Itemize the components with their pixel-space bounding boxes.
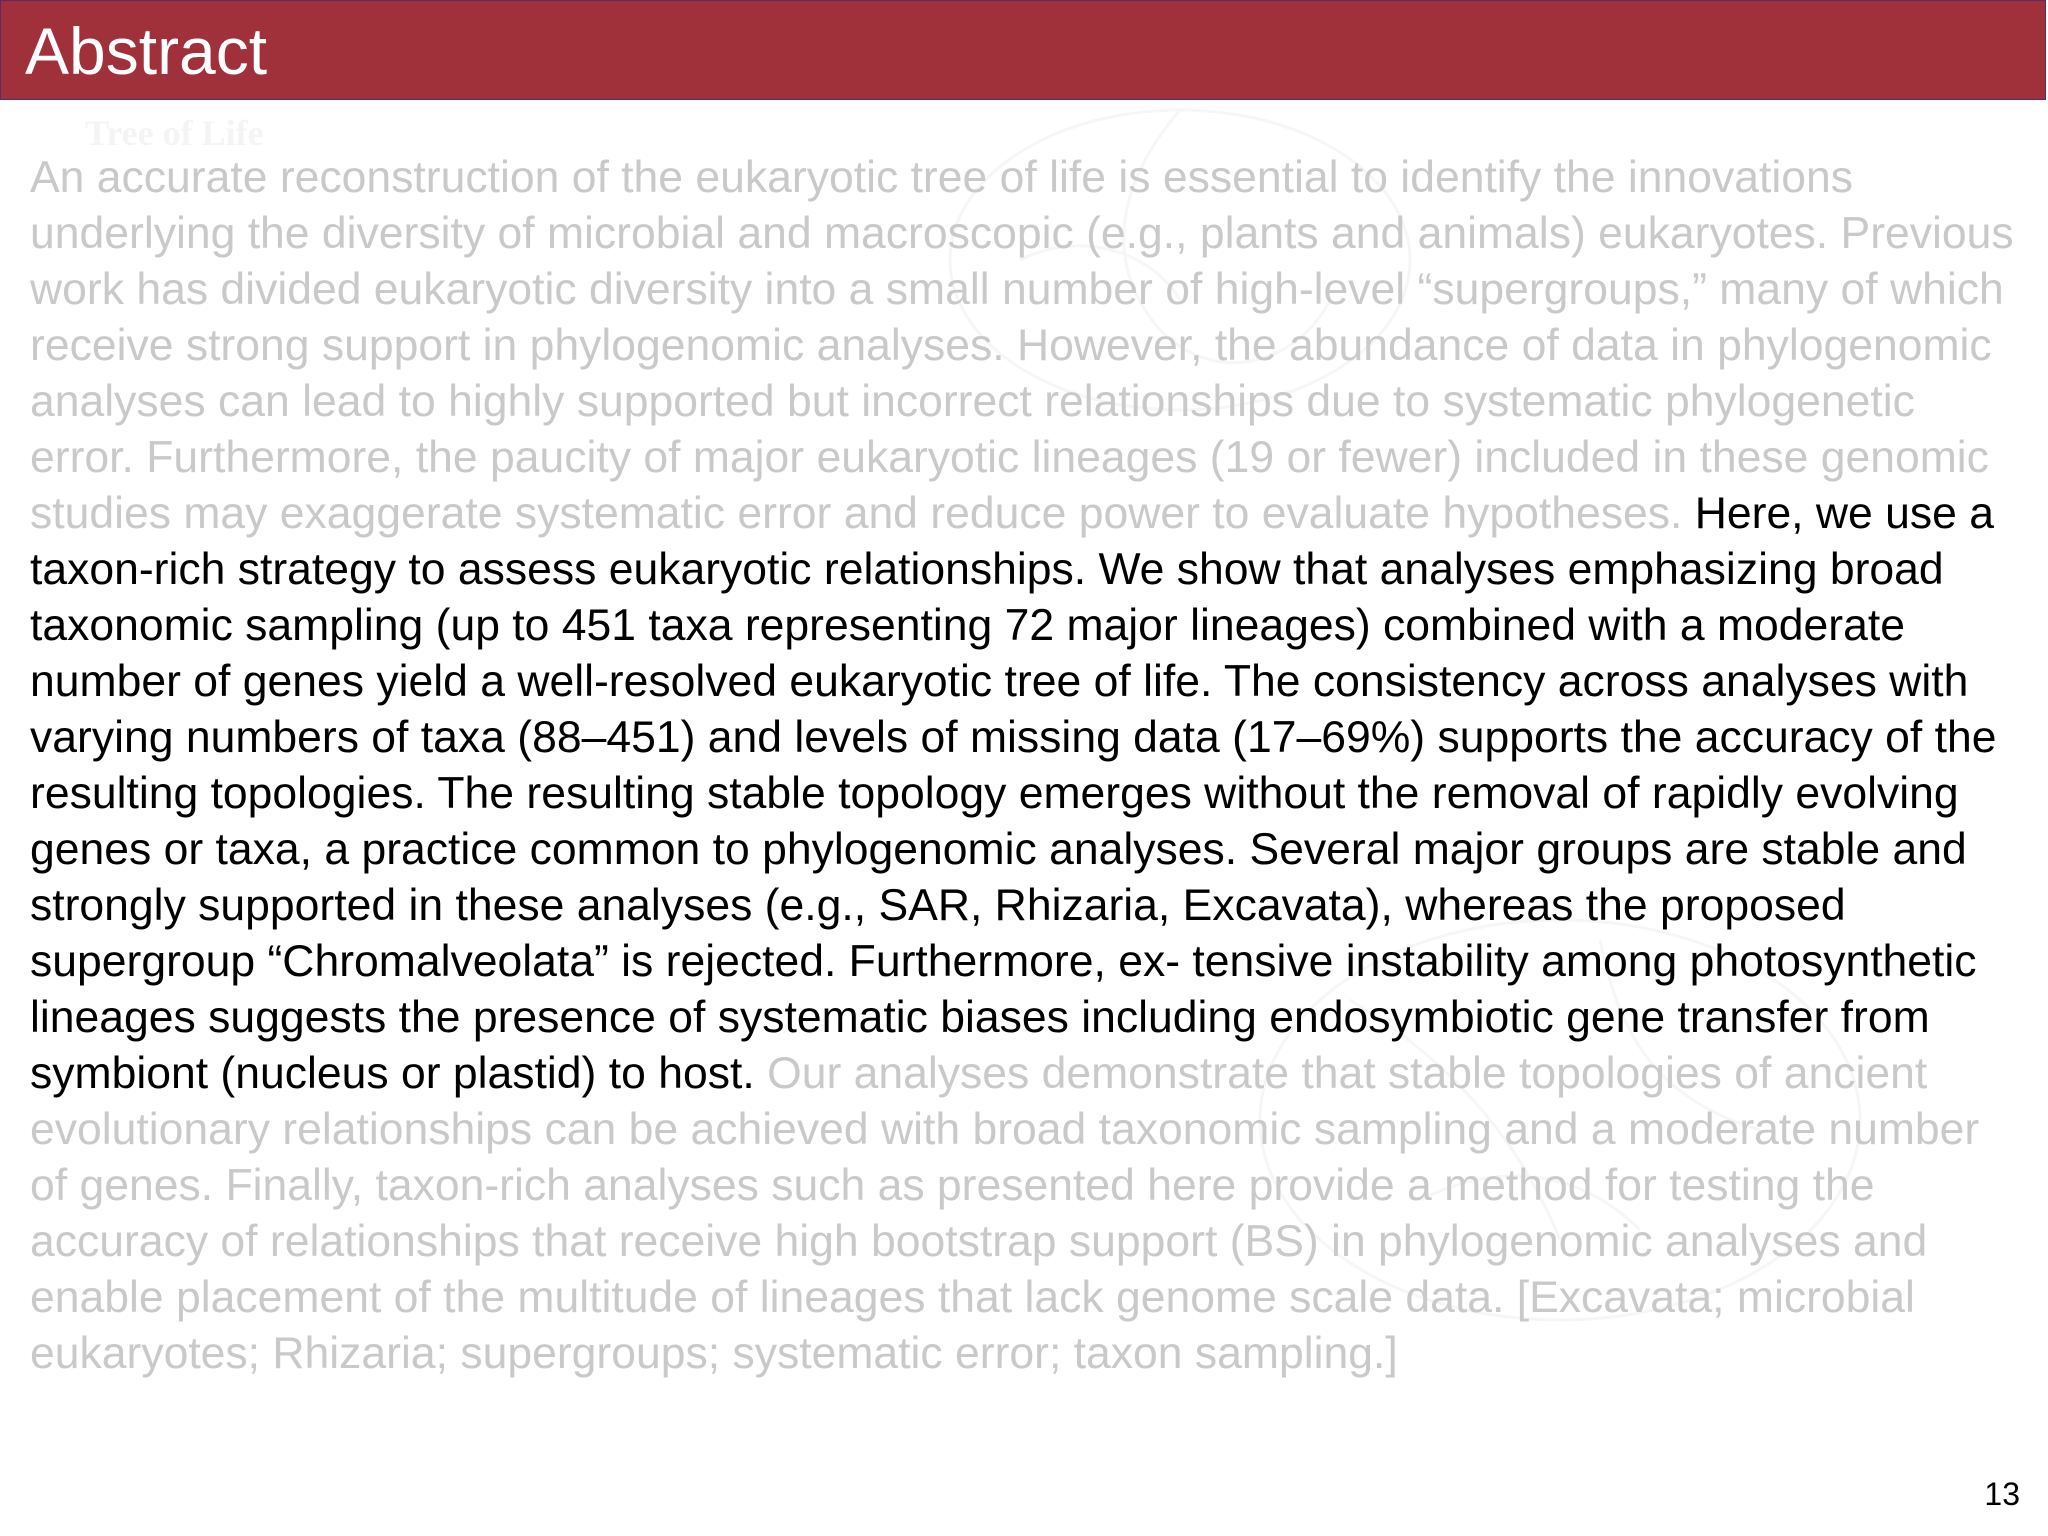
page-number: 13: [1984, 1476, 2020, 1512]
abstract-highlighted-text: Here, we use a taxon-rich strategy to assess eukaryotic relationships. We show that analyses emphasizing broad taxonomic sampling (up to 451 taxa representing 72 major lineages) combined with a moderate number of genes yield a well-resolved eukaryotic tree of life. The consistency across analyses with varying numbers of taxa (88–451) and levels of missing data (17–69%) supports the accuracy of the resulting topologies. The resulting stable topology emerges without the removal of rapidly evolving genes or taxa, a practice common to phylogenomic analyses. Several major groups are stable and strongly supported in these analyses (e.g., SAR, Rhizaria, Excavata), whereas the proposed supergroup “Chromalveolata” is rejected. Furthermore, ex- tensive instability among photosynthetic lineages suggests the presence of systematic biases including endosymbiotic gene transfer from symbiont (nucleus or plastid) to host.: [30, 489, 1997, 1098]
slide-title: Abstract: [25, 14, 268, 88]
abstract-faded-intro: An accurate reconstruction of the eukaryotic tree of life is essential to identify the innovations underlying the diversity of microbial and macroscopic (e.g., plants and animals) eukaryotes. Previous work has divided eukaryotic diversity into a small number of high-level “supergroups,” many of which receive strong support in phylogenomic analyses. However, the abundance of data in phylogenomic analyses can lead to highly supported but incorrect relationships due to systematic phylogenetic error. Furthermore, the paucity of major eukaryotic lineages (19 or fewer) included in these genomic studies may exaggerate systematic error and reduce power to evaluate hypotheses.: [30, 153, 2014, 538]
abstract-faded-outro: Our analyses demonstrate that stable topologies of ancient evolutionary relationships can be achieved with broad taxonomic sampling and a moderate number of genes. Finally, taxon-rich analyses such as presented here provide a method for testing the accuracy of relationships that receive high bootstrap support (BS) in phylogenomic analyses and enable placement of the multitude of lineages that lack genome scale data. [Excavata; microbial eukaryotes; Rhizaria; supergroups; systematic error; taxon sampling.]: [30, 1049, 1980, 1378]
abstract-body: [30, 150, 2020, 1382]
background-watermark: Tree of Life: [85, 113, 264, 153]
slide-title-bar: [0, 0, 2046, 100]
